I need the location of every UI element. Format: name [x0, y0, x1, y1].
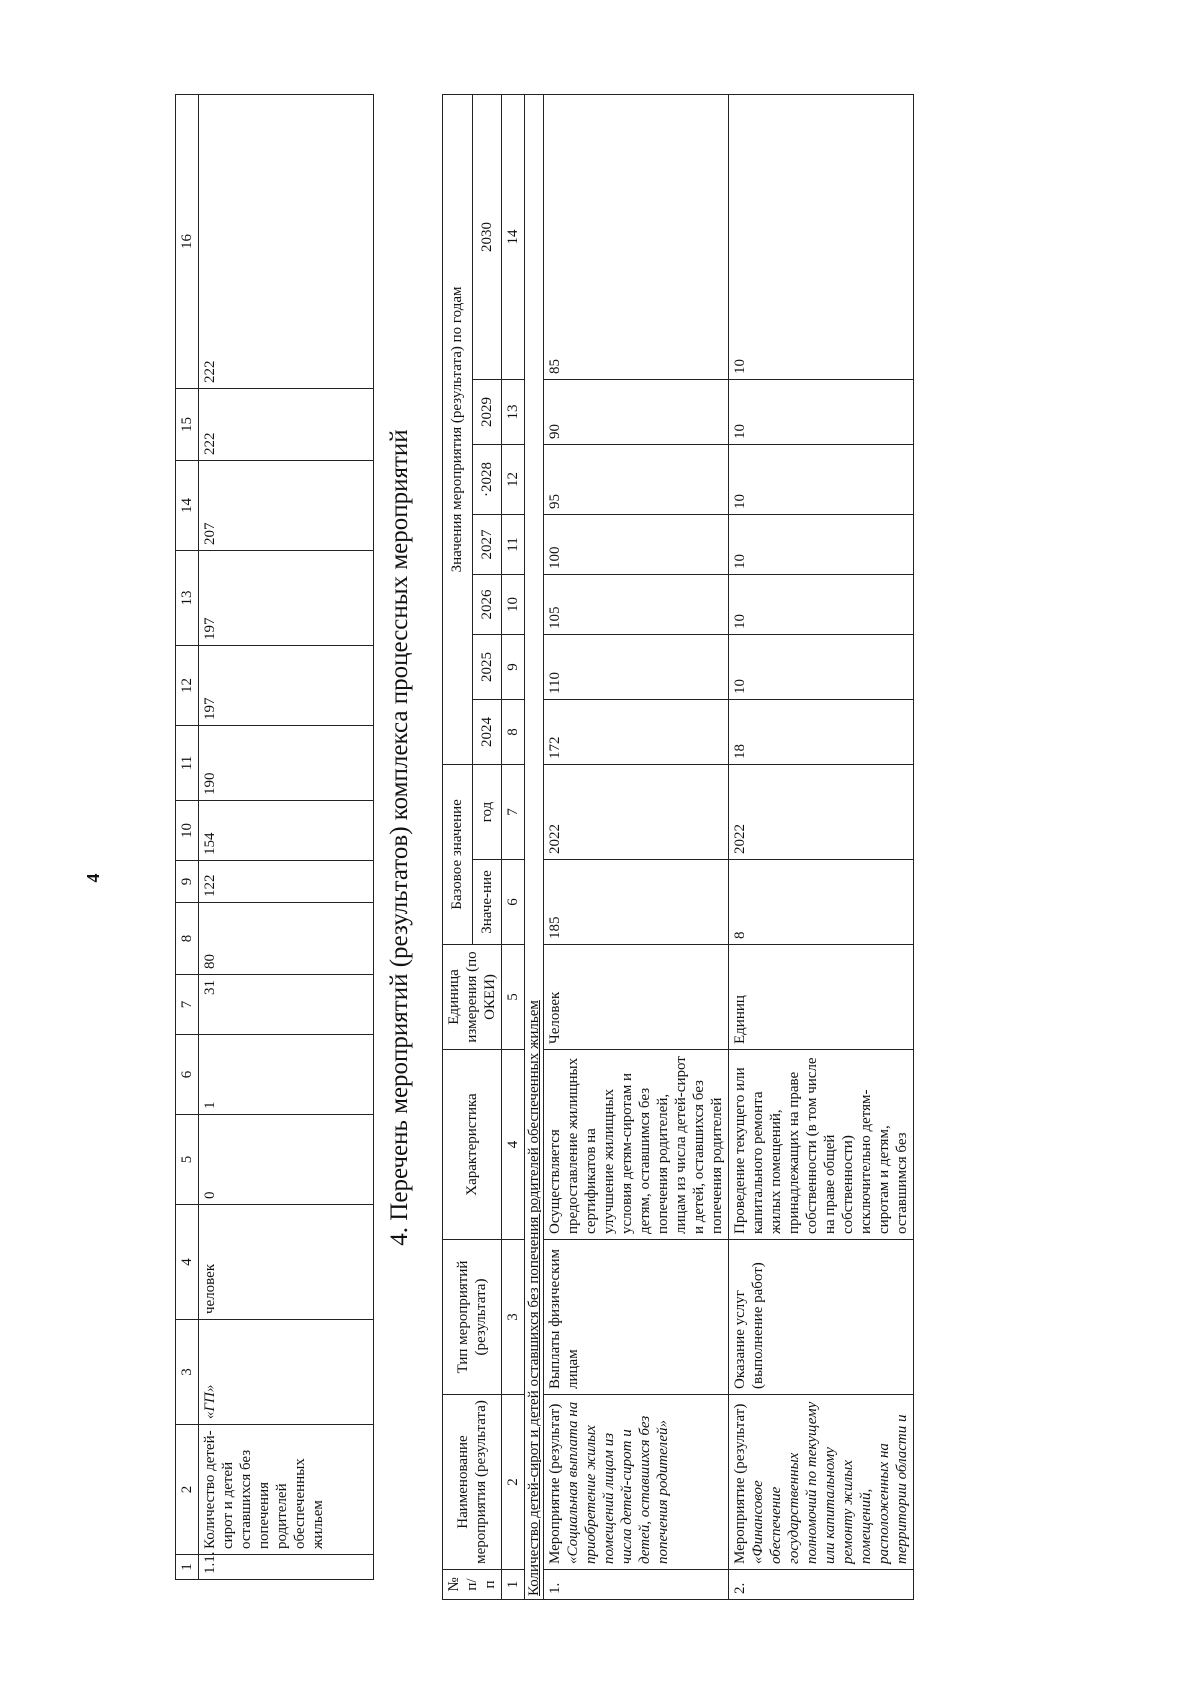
page-number: 4 [83, 873, 103, 883]
col-header-year: 2024 [472, 699, 502, 764]
col-header-name: Наименование мероприятия (результата) [443, 1395, 502, 1570]
row-number: 2. [729, 1570, 914, 1600]
year-value: 10 [729, 94, 914, 379]
indicator-type: «ГП» [199, 1320, 374, 1425]
colnum: 1 [502, 1570, 525, 1600]
base-value: 8 [729, 860, 914, 945]
colnum: 11 [502, 514, 525, 574]
colnum: 1 [176, 1555, 199, 1580]
colnum: 4 [502, 1050, 525, 1240]
cell-value: 122 [199, 861, 374, 903]
row-number: 1.1. [199, 1555, 374, 1580]
col-header-characteristic: Характеристика [443, 1050, 502, 1240]
measure-name-plain: Мероприятие (результат) [547, 1403, 563, 1564]
colnum: 9 [502, 634, 525, 699]
measure-characteristic: Проведение текущего или капитального ремонта жилых помещений, принадлежащих на праве собственности (в том числе на праве общей собственности) исключительно детям-сиротам и детям, оставшимся без [729, 1050, 914, 1240]
table-row [544, 94, 729, 1599]
colnum: 16 [176, 95, 199, 389]
year-value: 100 [544, 514, 729, 574]
year-value: 10 [729, 379, 914, 444]
col-header-year: 2029 [472, 379, 502, 444]
year-value: 105 [544, 574, 729, 634]
colnum: 11 [176, 726, 199, 801]
year-value: 10 [729, 514, 914, 574]
top-table-wrapper [175, 95, 374, 1580]
col-header-base: Базовое значение [443, 764, 473, 944]
main-table-wrapper [442, 95, 914, 1600]
colnum: 12 [502, 444, 525, 514]
cell-value: 80 [199, 903, 374, 975]
cell-value: 207 [199, 461, 374, 551]
colnum: 15 [176, 389, 199, 461]
header-row [443, 94, 473, 1599]
year-value: 10 [729, 634, 914, 699]
colnum-row [502, 94, 525, 1599]
indicator-name: Количество детей-сирот и детей оставшихся без попечения родителей обеспеченных жильем [199, 1425, 374, 1555]
cell-value: 222 [199, 95, 374, 389]
col-header-year: 2026 [472, 574, 502, 634]
cell-value: 31 [199, 975, 374, 1035]
cell-value: 190 [199, 726, 374, 801]
top-table-row [199, 95, 374, 1580]
table-row [729, 94, 914, 1599]
measure-name-plain: Мероприятие (результат) [732, 1403, 748, 1564]
cell-value: 0 [199, 1115, 374, 1205]
cell-value: 197 [199, 646, 374, 726]
col-header-year: 2025 [472, 634, 502, 699]
colnum: 8 [176, 903, 199, 975]
base-year: 2022 [729, 764, 914, 859]
colnum: 10 [502, 574, 525, 634]
top-table-colnum-row [176, 95, 199, 1580]
col-header-year: 2030 [472, 94, 502, 379]
cell-value: 222 [199, 389, 374, 461]
year-value: 10 [729, 574, 914, 634]
col-header-unit: Единица измерения (по ОКЕИ) [443, 945, 502, 1050]
colnum: 6 [176, 1035, 199, 1115]
col-header-values: Значения мероприятия (результата) по годам [443, 94, 473, 764]
section-heading: 4. Перечень мероприятий (результатов) комплекса процессных мероприятий [386, 429, 413, 1246]
indicator-unit: человек [199, 1205, 374, 1320]
col-header-num: № п/п [443, 1570, 502, 1600]
colnum: 12 [176, 646, 199, 726]
section-title: Количество детей-сирот и детей оставшихся без попечения родителей обеспеченных жильем [525, 94, 544, 1599]
colnum: 14 [502, 94, 525, 379]
col-header-base-year: год [472, 764, 502, 859]
colnum: 4 [176, 1205, 199, 1320]
colnum: 7 [176, 975, 199, 1035]
year-value: 95 [544, 444, 729, 514]
colnum: 9 [176, 861, 199, 903]
year-value: 90 [544, 379, 729, 444]
year-value: 110 [544, 634, 729, 699]
colnum: 8 [502, 699, 525, 764]
base-year: 2022 [544, 764, 729, 859]
colnum: 13 [176, 551, 199, 646]
col-header-type: Тип мероприятий (результата) [443, 1240, 502, 1395]
colnum: 5 [176, 1115, 199, 1205]
measure-type: Выплаты физическим лицам [544, 1240, 729, 1395]
year-value: 172 [544, 699, 729, 764]
section-title-row [525, 94, 544, 1599]
row-number: 1. [544, 1570, 729, 1600]
year-value: 18 [729, 699, 914, 764]
measure-name [544, 1395, 729, 1570]
colnum: 7 [502, 764, 525, 859]
base-value: 185 [544, 860, 729, 945]
col-header-base-value: Значе-ние [472, 860, 502, 945]
colnum: 10 [176, 801, 199, 861]
cell-value: 197 [199, 551, 374, 646]
measure-characteristic: Осуществляется предоставление жилищных сертификатов на улучшение жилищных условия детям-сиротам и детям, оставшимся без попечения родителей, лицам из числа детей-сирот и детей, оставшихся без попечения родителей [544, 1050, 729, 1240]
year-value: 10 [729, 444, 914, 514]
measure-name-italic: «Социальная выплата на приобретение жилых помещений лицам из числа детей-сирот и детей, оставшихся без попечения родителей» [565, 1401, 671, 1564]
measure-name-italic: «Финансовое обеспечение государственных полномочий по текущему или капитальному ремонту жилых помещений, расположенных на территории области и [750, 1401, 910, 1564]
col-header-year: 2027 [472, 514, 502, 574]
colnum: 3 [176, 1320, 199, 1425]
year-value: 85 [544, 94, 729, 379]
colnum: 6 [502, 860, 525, 945]
colnum: 13 [502, 379, 525, 444]
colnum: 2 [176, 1425, 199, 1555]
colnum: 2 [502, 1395, 525, 1570]
cell-value: 154 [199, 801, 374, 861]
colnum: 14 [176, 461, 199, 551]
measure-unit: Единиц [729, 945, 914, 1050]
colnum: 5 [502, 945, 525, 1050]
colnum: 3 [502, 1240, 525, 1395]
measure-unit: Человек [544, 945, 729, 1050]
main-table [442, 94, 914, 1600]
cell-value: 1 [199, 1035, 374, 1115]
measure-type: Оказание услуг (выполнение работ) [729, 1240, 914, 1395]
col-header-year: ·2028 [472, 444, 502, 514]
measure-name [729, 1395, 914, 1570]
top-table [175, 94, 374, 1580]
